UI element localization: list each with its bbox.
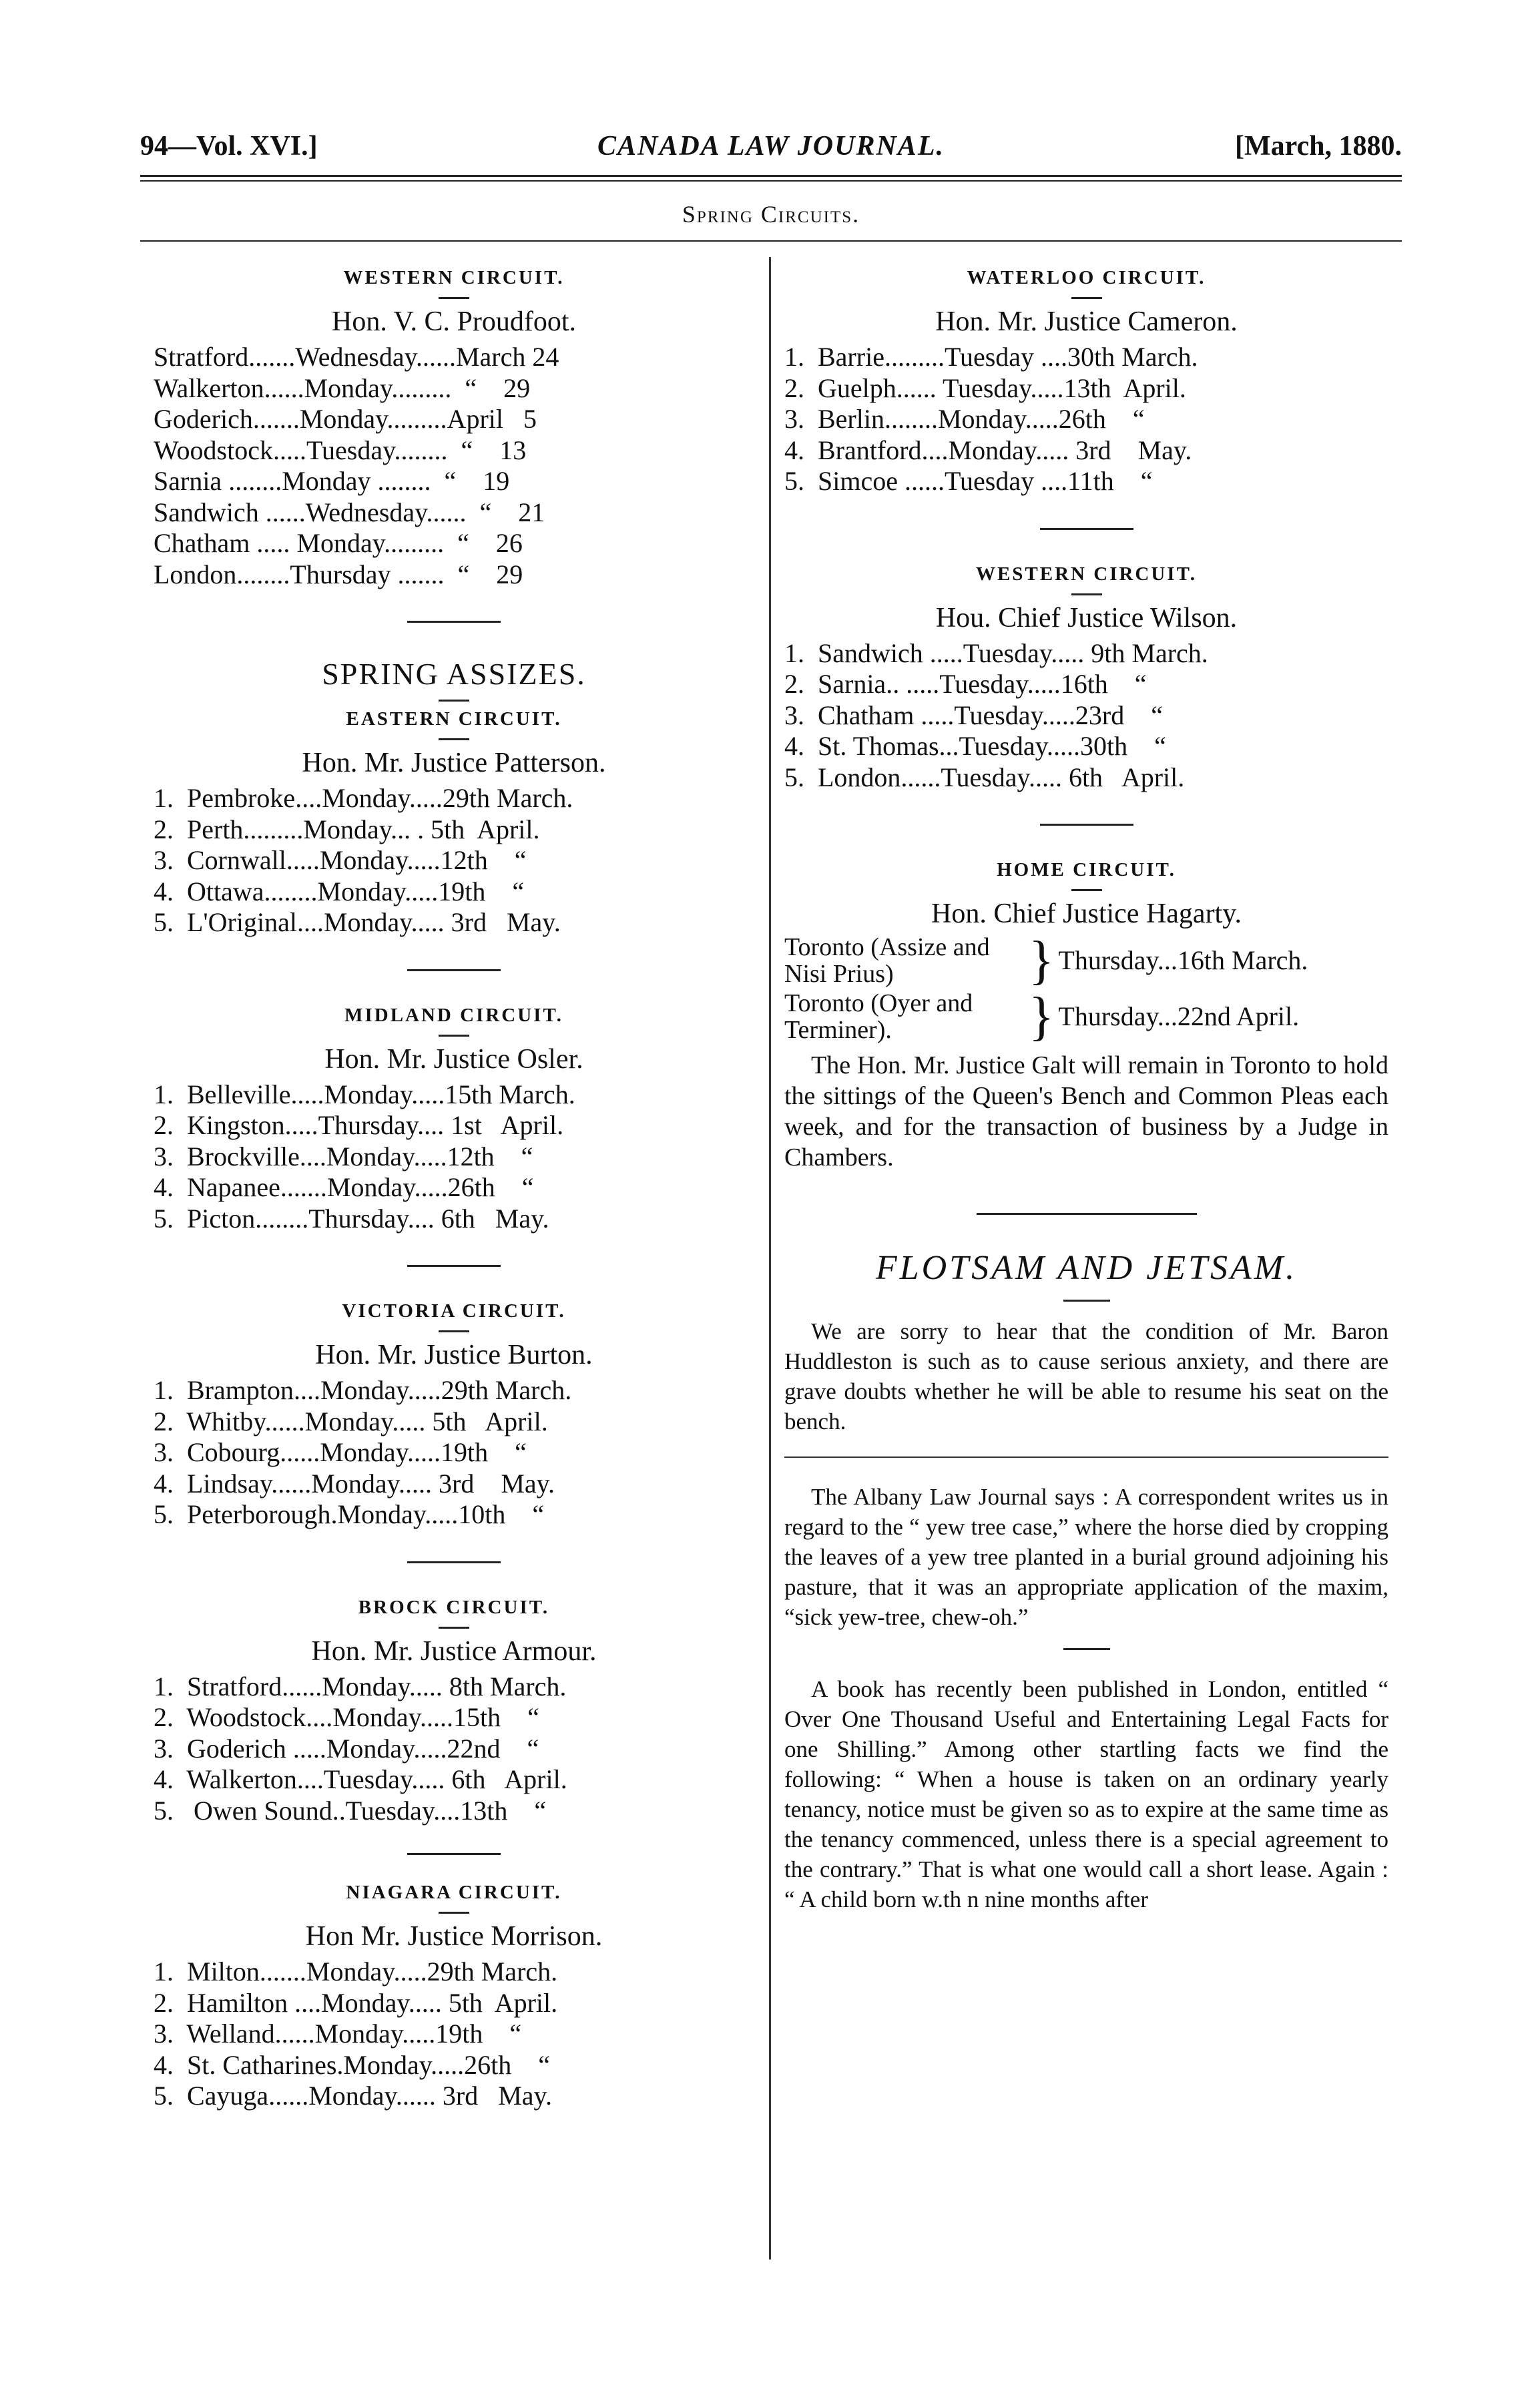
short-rule	[1071, 889, 1102, 891]
section-title: Spring Circuits.	[682, 201, 860, 228]
short-rule	[1071, 297, 1102, 299]
short-rule	[1063, 1648, 1110, 1650]
flotsam-heading: FLOTSAM AND JETSAM.	[875, 1249, 1298, 1287]
short-rule	[439, 297, 469, 299]
list-item: 4. Walkerton....Tuesday..... 6th April.	[154, 1764, 567, 1794]
list-item: 4. Ottawa........Monday.....19th “	[154, 876, 525, 906]
block-title: EASTERN CIRCUIT.	[346, 708, 562, 730]
circuit-entries	[154, 783, 754, 939]
list-item: 3. Brockville....Monday.....12th “	[154, 1141, 533, 1171]
list-item: 3. Cornwall.....Monday.....12th “	[154, 845, 527, 875]
article-paragraph: We are sorry to hear that the condition of Mr. Baron Huddleston is such as to cause serious anxiety, and there are grave doubts whether he will be able to resume his seat on the bench.	[784, 1318, 1388, 1434]
short-rule	[439, 700, 469, 702]
circuit-entries	[154, 1671, 754, 1827]
midland-circuit	[154, 1005, 754, 1235]
block-title: WATERLOO CIRCUIT.	[967, 267, 1206, 288]
block-title: NIAGARA CIRCUIT.	[346, 1882, 562, 1903]
section-rule	[140, 240, 1402, 242]
brace-glyph: }	[1029, 987, 1055, 1046]
judge-name: Hon. V. C. Proudfoot.	[331, 306, 576, 337]
judge-name: Hou. Chief Justice Wilson.	[935, 602, 1238, 633]
page-header	[140, 130, 1402, 170]
list-item: Stratford.......Wednesday......March 24	[154, 342, 559, 372]
short-rule	[439, 1912, 469, 1914]
article-paragraph: The Albany Law Journal says : A correspondent writes us in regard to the “ yew tree case,” where the horse died by cropping the leaves of a yew tree planted in a burial ground adjoining his pasture, that it was an appropriate application of the maxim, “sick yew-tree, chew-oh.”	[784, 1484, 1388, 1630]
list-item: Sandwich ......Wednesday...... “ 21	[154, 497, 545, 527]
block-title: BROCK CIRCUIT.	[358, 1596, 550, 1618]
block-title: MIDLAND CIRCUIT.	[344, 1004, 563, 1026]
victoria-circuit	[154, 1300, 754, 1531]
list-item: 2. Perth.........Monday... . 5th April.	[154, 814, 540, 844]
column-divider	[769, 257, 771, 2260]
western-circuit-left	[154, 267, 754, 590]
judge-name: Hon. Chief Justice Hagarty.	[931, 898, 1242, 929]
judge-name: Hon Mr. Justice Morrison.	[305, 1921, 603, 1952]
journal-title: CANADA LAW JOURNAL.	[597, 131, 945, 162]
list-item: 2. Woodstock....Monday.....15th “	[154, 1702, 539, 1732]
short-rule	[439, 738, 469, 740]
list-item: 5. Owen Sound..Tuesday....13th “	[154, 1795, 547, 1826]
sitting-date: Thursday...22nd April.	[1058, 1001, 1300, 1031]
list-item: 4. Lindsay......Monday..... 3rd May.	[154, 1468, 555, 1499]
list-item: 1. Stratford......Monday..... 8th March.	[154, 1671, 567, 1701]
right-column	[784, 267, 1388, 1914]
list-item: 3. Berlin........Monday.....26th “	[784, 404, 1145, 434]
left-column	[154, 267, 754, 2112]
waterloo-circuit	[784, 267, 1388, 497]
block-title: HOME CIRCUIT.	[997, 859, 1176, 880]
circuit-entries	[154, 1375, 754, 1531]
list-item: 5. Peterborough.Monday.....10th “	[154, 1499, 545, 1529]
list-item: Goderich.......Monday.........April 5	[154, 404, 537, 434]
list-item: 5. L'Original....Monday..... 3rd May.	[154, 907, 561, 937]
list-item: 5. Simcoe ......Tuesday ....11th “	[784, 466, 1153, 496]
short-rule	[439, 1330, 469, 1332]
list-item: 5. London......Tuesday..... 6th April.	[784, 762, 1185, 792]
judge-name: Hon. Mr. Justice Armour.	[311, 1635, 597, 1667]
list-item: Walkerton......Monday......... “ 29	[154, 372, 531, 403]
list-item: 2. Kingston.....Thursday.... 1st April.	[154, 1110, 564, 1140]
western-circuit-right	[784, 563, 1388, 794]
list-item: 4. St. Catharines.Monday.....26th “	[154, 2049, 551, 2080]
page-volume: 94—Vol. XVI.]	[140, 131, 318, 162]
short-rule	[439, 1035, 469, 1037]
home-circuit-note: The Hon. Mr. Justice Galt will remain in Toronto to hold the sittings of the Queen's Bench and Common Pleas each week, and for the transaction of business by a Judge in Chambers.	[784, 1051, 1388, 1171]
home-circuit-row	[784, 931, 1388, 990]
list-item: 3. Welland......Monday.....19th “	[154, 2019, 522, 2049]
header-rule-bottom	[140, 180, 1402, 182]
circuit-entries	[784, 638, 1388, 794]
separator-rule	[407, 1561, 501, 1563]
issue-date: [March, 1880.	[1234, 131, 1402, 162]
separator-rule	[407, 1265, 501, 1267]
list-item: 1. Milton.......Monday.....29th March.	[154, 1956, 558, 1986]
list-item: Chatham ..... Monday......... “ 26	[154, 528, 523, 558]
short-rule	[1071, 593, 1102, 595]
list-item: 4. Brantford....Monday..... 3rd May.	[784, 435, 1192, 465]
judge-name: Hon. Mr. Justice Burton.	[315, 1340, 593, 1370]
separator-rule	[1040, 528, 1133, 530]
list-item: 5. Cayuga......Monday...... 3rd May.	[154, 2081, 552, 2111]
separator-rule	[407, 969, 501, 971]
article-paragraph: A book has recently been published in London, entitled “ Over One Thousand Useful and Entertaining Legal Facts for one Shilling.” Among other startling facts we find the following: “ When a house is taken on an ordinary yearly tenancy, notice must be given so as to expire at the same time as the tenancy commenced, unless there is a special agreement to the contrary.” That is what one would call a short lease. Again : “ A child born w.th n nine months after	[784, 1676, 1388, 1912]
circuit-entries	[784, 342, 1388, 497]
paragraph-divider	[784, 1456, 1388, 1458]
separator-rule	[407, 621, 501, 623]
list-item: 2. Sarnia.. .....Tuesday.....16th “	[784, 669, 1147, 699]
spring-assizes-heading: SPRING ASSIZES.	[322, 657, 586, 691]
circuit-entries	[154, 1079, 754, 1235]
list-item: 3. Chatham .....Tuesday.....23rd “	[784, 700, 1163, 730]
list-item: 1. Brampton....Monday.....29th March.	[154, 1375, 572, 1405]
list-item: 1. Sandwich .....Tuesday..... 9th March.	[784, 637, 1208, 668]
header-rule-top	[140, 175, 1402, 177]
list-item: Woodstock.....Tuesday........ “ 13	[154, 435, 527, 465]
home-circuit	[784, 859, 1388, 1173]
block-title: VICTORIA CIRCUIT.	[342, 1300, 566, 1322]
list-item: Sarnia ........Monday ........ “ 19	[154, 466, 510, 496]
list-item: 2. Whitby......Monday..... 5th April.	[154, 1406, 548, 1436]
separator-rule	[977, 1213, 1197, 1215]
list-item: London........Thursday ....... “ 29	[154, 559, 523, 589]
separator-rule	[407, 1853, 501, 1855]
circuit-entries	[154, 342, 754, 590]
list-item: 4. Napanee.......Monday.....26th “	[154, 1172, 534, 1202]
sitting-place: Toronto (Assize and Nisi Prius)	[784, 933, 990, 988]
judge-name: Hon. Mr. Justice Osler.	[324, 1043, 583, 1075]
sitting-date: Thursday...16th March.	[1058, 945, 1308, 975]
judge-name: Hon. Mr. Justice Patterson.	[302, 748, 606, 778]
block-title: WESTERN CIRCUIT.	[975, 563, 1198, 585]
list-item: 5. Picton........Thursday.... 6th May.	[154, 1203, 549, 1234]
circuit-entries	[154, 1956, 754, 2112]
list-item: 4. St. Thomas...Tuesday.....30th “	[784, 731, 1166, 761]
short-rule	[1063, 1300, 1110, 1302]
eastern-circuit	[154, 708, 754, 939]
list-item: 2. Guelph...... Tuesday.....13th April.	[784, 372, 1186, 403]
judge-name: Hon. Mr. Justice Cameron.	[935, 306, 1238, 337]
list-item: 3. Goderich .....Monday.....22nd “	[154, 1733, 539, 1764]
list-item: 2. Hamilton ....Monday..... 5th April.	[154, 1987, 558, 2018]
list-item: 1. Belleville.....Monday.....15th March.	[154, 1079, 575, 1109]
list-item: 1. Barrie.........Tuesday ....30th March.	[784, 342, 1198, 372]
home-circuit-row	[784, 987, 1388, 1046]
brock-circuit	[154, 1597, 754, 1827]
block-title: WESTERN CIRCUIT.	[343, 267, 565, 288]
sitting-place: Toronto (Oyer and Terminer).	[784, 989, 973, 1044]
list-item: 3. Cobourg......Monday.....19th “	[154, 1437, 527, 1467]
niagara-circuit	[154, 1882, 754, 2112]
short-rule	[439, 1627, 469, 1629]
separator-rule	[1040, 824, 1133, 826]
list-item: 1. Pembroke....Monday.....29th March.	[154, 783, 573, 813]
brace-glyph: }	[1029, 931, 1055, 990]
